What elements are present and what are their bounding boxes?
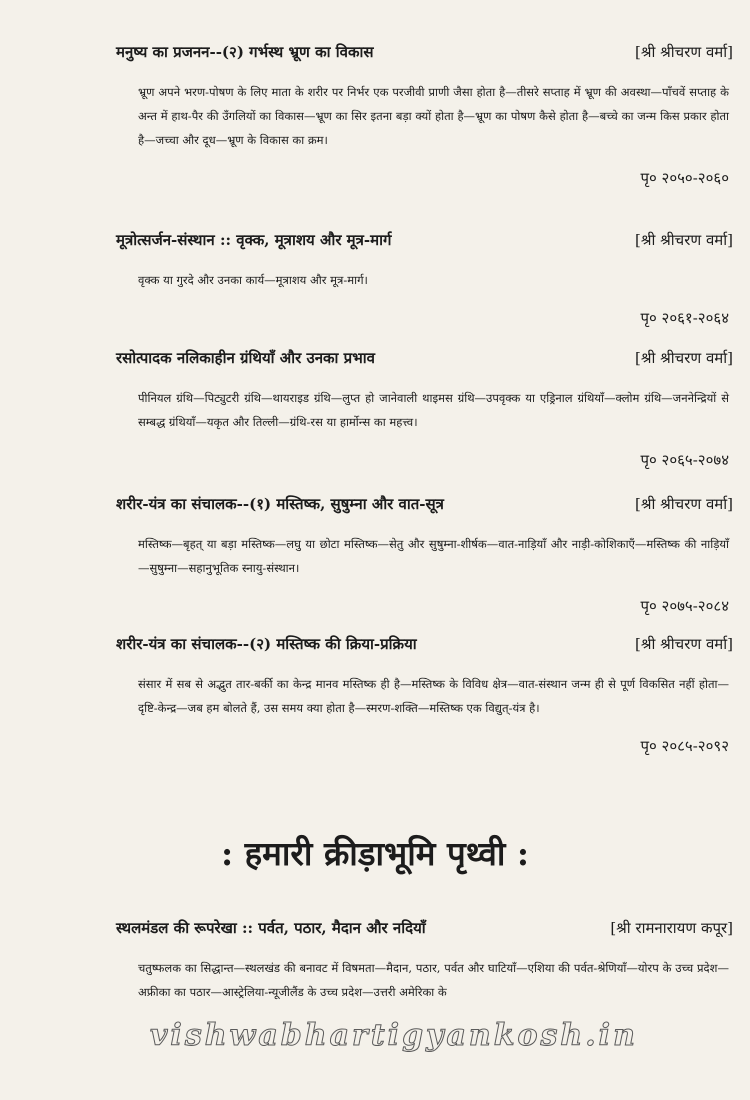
toc-entry — [108, 42, 733, 188]
entry-title: मनुष्य का प्रजनन--(२) गर्भस्थ भ्रूण का विकास — [116, 43, 374, 61]
entry-header — [108, 634, 733, 664]
entry-page-range: पृ० २०८५-२०९२ — [640, 737, 729, 755]
toc-entry — [108, 918, 733, 1004]
entry-title: शरीर-यंत्र का संचालक--(१) मस्तिष्क, सुषुम्ना और वात-सूत्र — [116, 495, 444, 513]
entry-author: [श्री रामनारायण कपूर] — [610, 919, 733, 937]
toc-entry — [108, 230, 733, 328]
entry-title: स्थलमंडल की रूपरेखा :: पर्वत, पठार, मैदान और नदियाँ — [116, 919, 426, 937]
entry-page-range: पृ० २०६५-२०७४ — [640, 451, 729, 469]
toc-entry — [108, 634, 733, 756]
site-watermark: vishwabhartigyankosh.in — [150, 1018, 638, 1053]
section-heading: : हमारी क्रीड़ाभूमि पृथ्वी : — [220, 834, 530, 873]
entry-page-range: पृ० २०७५-२०८४ — [640, 597, 729, 615]
entry-page-range: पृ० २०५०-२०६० — [640, 169, 729, 187]
entry-title: शरीर-यंत्र का संचालक--(२) मस्तिष्क की क्रिया-प्रक्रिया — [116, 635, 417, 653]
entry-author: [श्री श्रीचरण वर्मा] — [635, 43, 733, 61]
entry-header — [108, 918, 733, 948]
entry-header — [108, 494, 733, 524]
entry-title: मूत्रोत्सर्जन-संस्थान :: वृक्क, मूत्राशय और मूत्र-मार्ग — [116, 231, 392, 249]
entry-author: [श्री श्रीचरण वर्मा] — [635, 635, 733, 653]
entry-header — [108, 42, 733, 72]
entry-summary: चतुष्फलक का सिद्धान्त—स्थलखंड की बनावट में विषमता—मैदान, पठार, पर्वत और घाटियाँ—एशिया की पर्वत-श्रेणियाँ—योरप के उच्च प्रदेश—अफ्रीका का पठार—आस्ट्रेलिया-न्यूजीलैंड के उच्च प्रदेश—उत्तरी अमेरिका के — [138, 961, 729, 999]
entry-summary: संसार में सब से अद्भुत तार-बर्की का केन्द्र मानव मस्तिष्क ही है—मस्तिष्क के विविध क्षेत्र—वात-संस्थान जन्म ही से पूर्ण विकसित नहीं होता—दृष्टि-केन्द्र—जब हम बोलते हैं, उस समय क्या होता है—स्मरण-शक्ति—मस्तिष्क एक विद्युत्-यंत्र है। — [138, 677, 729, 715]
entry-summary: भ्रूण अपने भरण-पोषण के लिए माता के शरीर पर निर्भर एक परजीवी प्राणी जैसा होता है—तीसरे सप्ताह में भ्रूण की अवस्था—पाँचवें सप्ताह के अन्त में हाथ-पैर की उँगलियों का विकास—भ्रूण का सिर इतना बड़ा क्यों होता है—भ्रूण का पोषण कैसे होता है—बच्चे का जन्म किस प्रकार होता है—जच्चा और दूध—भ्रूण के विकास का क्रम। — [138, 85, 729, 147]
entry-author: [श्री श्रीचरण वर्मा] — [635, 231, 733, 249]
entry-summary: मस्तिष्क—बृहत् या बड़ा मस्तिष्क—लघु या छोटा मस्तिष्क—सेतु और सुषुम्ना-शीर्षक—वात-नाड़ियाँ और नाड़ी-कोशिकाएँ—मस्तिष्क की नाड़ियाँ—सुषुम्ना—सहानुभूतिक स्नायु-संस्थान। — [138, 537, 729, 575]
entry-summary: पीनियल ग्रंथि—पिट्युटरी ग्रंथि—थायराइड ग्रंथि—लुप्त हो जानेवाली थाइमस ग्रंथि—उपवृक्क या एड्रिनाल ग्रंथियाँ—क्लोम ग्रंथि—जननेन्द्रियों से सम्बद्ध ग्रंथियाँ—यकृत और तिल्ली—ग्रंथि-रस या हार्मोन्स का महत्त्व। — [138, 391, 729, 429]
entry-header — [108, 348, 733, 378]
entry-author: [श्री श्रीचरण वर्मा] — [635, 349, 733, 367]
toc-entry — [108, 348, 733, 470]
entry-author: [श्री श्रीचरण वर्मा] — [635, 495, 733, 513]
entry-title: रसोत्पादक नलिकाहीन ग्रंथियाँ और उनका प्रभाव — [116, 349, 375, 367]
entry-page-range: पृ० २०६१-२०६४ — [640, 309, 729, 327]
toc-entry — [108, 494, 733, 616]
entry-header — [108, 230, 733, 260]
entry-summary: वृक्क या गुरदे और उनका कार्य—मूत्राशय और मूत्र-मार्ग। — [138, 273, 368, 287]
